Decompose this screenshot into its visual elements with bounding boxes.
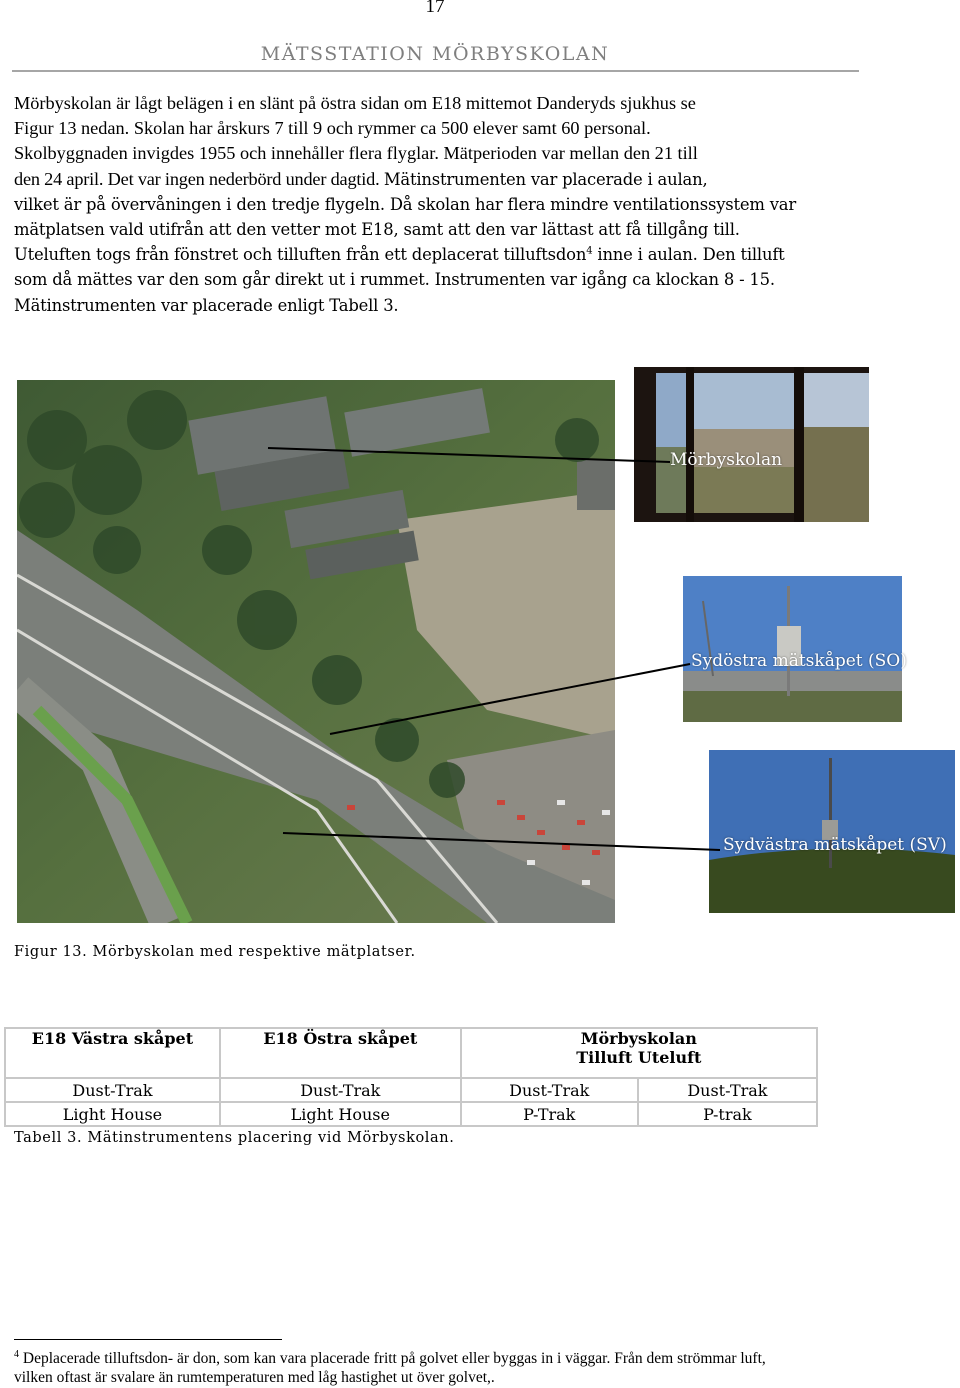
table-cell: P-Trak — [461, 1102, 638, 1126]
label-so-cabinet: Sydöstra mätskåpet (SO) — [691, 651, 907, 671]
figure-caption: Figur 13. Mörbyskolan med respektive mätplatser. — [14, 944, 416, 960]
body-line-part: inne i aulan. Den tilluft — [592, 245, 785, 265]
body-line-part: Uteluften togs från fönstret och tilluften från ett deplacerat tilluftsdon — [14, 245, 587, 265]
running-title: MÄTSSTATION MÖRBYSKOLAN — [260, 43, 610, 65]
table-cell: Light House — [5, 1102, 220, 1126]
table-cell: Dust-Trak — [638, 1078, 817, 1102]
footnote — [14, 1349, 914, 1387]
header-rule — [12, 70, 859, 72]
table-cell: Dust-Trak — [461, 1078, 638, 1102]
header-morbyskolan-sub: Tilluft Uteluft — [576, 1048, 702, 1067]
header-morbyskolan-title: Mörbyskolan — [580, 1029, 697, 1048]
header-morbyskolan — [461, 1028, 817, 1078]
page-number: 17 — [425, 0, 445, 17]
body-line: mätplatsen vald utifrån att den vetter mot E18, samt att den var lättast att få tillgång till. — [14, 220, 740, 240]
body-line-part: Mätinstrumenten var placerade i aulan, — [383, 169, 708, 189]
label-morbyskolan: Mörbyskolan — [670, 450, 783, 470]
so-photo — [683, 576, 902, 722]
table-cell: Dust-Trak — [5, 1078, 220, 1102]
header-west-cabinet: E18 Västra skåpet — [5, 1028, 220, 1078]
table-row — [5, 1102, 817, 1126]
body-line — [14, 167, 864, 192]
body-line: Skolbyggnaden invigdes 1955 och innehåller flera flyglar. Mätperioden var mellan den 21 till — [14, 143, 698, 164]
aerial-photo — [17, 380, 615, 923]
body-line-part: den 24 april. Det var ingen nederbörd under dagtid. — [14, 168, 384, 189]
instrument-table — [4, 1027, 818, 1127]
footnote-line — [14, 1349, 914, 1368]
window-photo — [634, 367, 869, 522]
table-cell: Light House — [220, 1102, 461, 1126]
body-line: Figur 13 nedan. Skolan har årskurs 7 till 9 och rymmer ca 500 elever samt 60 personal. — [14, 118, 651, 139]
table-cell: P-trak — [638, 1102, 817, 1126]
sv-photo — [709, 750, 955, 913]
header-east-cabinet: E18 Östra skåpet — [220, 1028, 461, 1078]
body-line: vilket är på övervåningen i den tredje flygeln. Då skolan har flera mindre ventilationssystem var — [14, 194, 796, 214]
table-header-row — [5, 1028, 817, 1078]
body-line: Mätinstrumenten var placerade enligt Tabell 3. — [14, 295, 399, 315]
table-cell: Dust-Trak — [220, 1078, 461, 1102]
footnote-rule — [14, 1339, 282, 1340]
footnote-ref[interactable]: 4 — [586, 245, 593, 257]
body-line: Mörbyskolan är lågt belägen i en slänt på östra sidan om E18 mittemot Danderyds sjukhus se — [14, 93, 696, 113]
table-caption: Tabell 3. Mätinstrumentens placering vid Mörbyskolan. — [14, 1130, 455, 1146]
footnote-line: vilken oftast är svalare än rumtemperaturen med låg hastighet ut över golvet,. — [14, 1369, 495, 1386]
footnote-text: Deplacerade tilluftsdon- är don, som kan vara placerade fritt på golvet eller byggas in i väggar. Från dem strömmar luft, — [19, 1350, 766, 1367]
label-sv-cabinet: Sydvästra mätskåpet (SV) — [723, 835, 947, 855]
body-line: som då mättes var den som går direkt ut i rummet. Instrumenten var igång ca klockan 8 - 15. — [14, 270, 775, 290]
table-row — [5, 1078, 817, 1102]
body-paragraph — [14, 91, 864, 318]
footnote-number: 4 — [14, 1348, 19, 1360]
body-line — [14, 242, 864, 267]
